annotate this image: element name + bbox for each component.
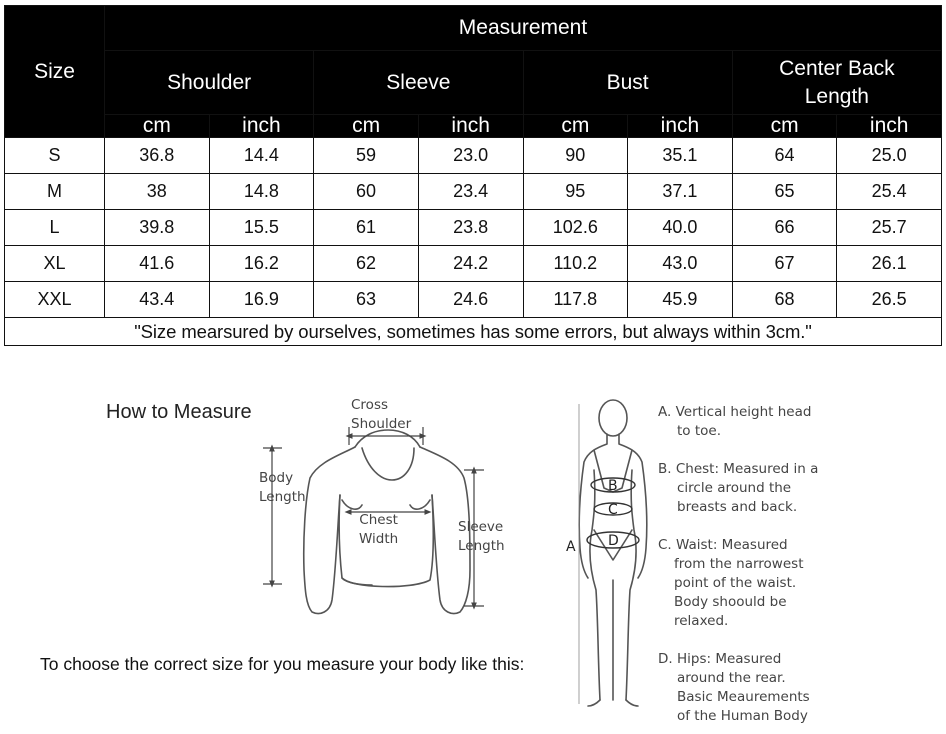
label-line: Cross [351, 397, 389, 413]
instruction-line: point of the waist. [674, 575, 797, 591]
instruction-line: to toe. [677, 423, 721, 439]
unit-header: cm [105, 115, 210, 138]
unit-header: inch [837, 115, 942, 138]
value-cell: 15.5 [209, 210, 314, 246]
value-cell: 40.0 [628, 210, 733, 246]
choose-size-instruction: To choose the correct size for you measure your body like this: [40, 654, 525, 674]
bust-header: Bust [523, 51, 732, 115]
sleeve-length-label [458, 518, 505, 556]
value-cell: 45.9 [628, 282, 733, 318]
value-cell: 95 [523, 174, 628, 210]
value-cell: 23.4 [418, 174, 523, 210]
body-figure-drawing [579, 400, 647, 706]
value-cell: 25.7 [837, 210, 942, 246]
value-cell: 39.8 [105, 210, 210, 246]
instruction-c [658, 536, 803, 631]
label-line: Body [259, 470, 294, 486]
how-to-measure-title: How to Measure [106, 401, 252, 423]
label-line: Width [359, 531, 399, 547]
size-cell: M [5, 174, 105, 210]
instruction-a [658, 403, 811, 441]
label-line: Chest [359, 512, 398, 528]
instruction-line: of the Human Body [677, 708, 808, 724]
body-letter-b: B [608, 478, 618, 494]
label-line: Sleeve [458, 519, 504, 535]
size-cell: XL [5, 246, 105, 282]
body-length-label [259, 469, 306, 507]
unit-header: inch [209, 115, 314, 138]
size-cell: XXL [5, 282, 105, 318]
instruction-line: Body shoould be [674, 594, 787, 610]
value-cell: 68 [732, 282, 837, 318]
instruction-line: circle around the [677, 480, 792, 496]
value-cell: 66 [732, 210, 837, 246]
size-column-header: Size [5, 6, 105, 138]
value-cell: 23.8 [418, 210, 523, 246]
instruction-line: relaxed. [674, 613, 729, 629]
instruction-d [658, 650, 810, 726]
instruction-line: around the rear. [677, 670, 786, 686]
value-cell: 64 [732, 138, 837, 174]
sleeve-header: Sleeve [314, 51, 523, 115]
instruction-line: A. Vertical height head [658, 404, 812, 420]
center-back-length-label: Center Back Length [779, 56, 895, 108]
value-cell: 38 [105, 174, 210, 210]
value-cell: 23.0 [418, 138, 523, 174]
body-letter-c: C [608, 502, 618, 518]
unit-header: cm [314, 115, 419, 138]
value-cell: 62 [314, 246, 419, 282]
measurement-note: "Size mearsured by ourselves, sometimes has some errors, but always within 3cm." [5, 318, 942, 346]
value-cell: 43.0 [628, 246, 733, 282]
measurement-header: Measurement [105, 6, 942, 51]
value-cell: 59 [314, 138, 419, 174]
size-cell: L [5, 210, 105, 246]
unit-header: cm [732, 115, 837, 138]
chest-width-label [359, 511, 398, 549]
unit-header: inch [628, 115, 733, 138]
value-cell: 90 [523, 138, 628, 174]
instruction-line: breasts and back. [677, 499, 798, 515]
instruction-b [658, 460, 818, 517]
value-cell: 25.0 [837, 138, 942, 174]
value-cell: 43.4 [105, 282, 210, 318]
value-cell: 14.4 [209, 138, 314, 174]
value-cell: 110.2 [523, 246, 628, 282]
value-cell: 16.9 [209, 282, 314, 318]
value-cell: 117.8 [523, 282, 628, 318]
instruction-line: D. Hips: Measured [658, 651, 782, 667]
unit-header: inch [418, 115, 523, 138]
value-cell: 25.4 [837, 174, 942, 210]
cross-shoulder-label [351, 396, 411, 434]
size-cell: S [5, 138, 105, 174]
value-cell: 24.2 [418, 246, 523, 282]
value-cell: 14.8 [209, 174, 314, 210]
body-letter-a: A [566, 539, 576, 555]
body-letter-d: D [608, 533, 619, 549]
value-cell: 61 [314, 210, 419, 246]
label-line: Shoulder [351, 416, 412, 432]
value-cell: 37.1 [628, 174, 733, 210]
value-cell: 67 [732, 246, 837, 282]
value-cell: 35.1 [628, 138, 733, 174]
instruction-line: from the narrowest [674, 556, 804, 572]
label-line: Length [458, 538, 505, 554]
value-cell: 65 [732, 174, 837, 210]
value-cell: 102.6 [523, 210, 628, 246]
instruction-line: Basic Meaurements [677, 689, 810, 705]
value-cell: 63 [314, 282, 419, 318]
value-cell: 16.2 [209, 246, 314, 282]
value-cell: 41.6 [105, 246, 210, 282]
value-cell: 36.8 [105, 138, 210, 174]
shoulder-header: Shoulder [105, 51, 314, 115]
instruction-line: B. Chest: Measured in a [658, 461, 819, 477]
value-cell: 26.1 [837, 246, 942, 282]
instruction-line: C. Waist: Measured [658, 537, 788, 553]
unit-header: cm [523, 115, 628, 138]
value-cell: 26.5 [837, 282, 942, 318]
value-cell: 60 [314, 174, 419, 210]
label-line: Length [259, 489, 306, 505]
value-cell: 24.6 [418, 282, 523, 318]
